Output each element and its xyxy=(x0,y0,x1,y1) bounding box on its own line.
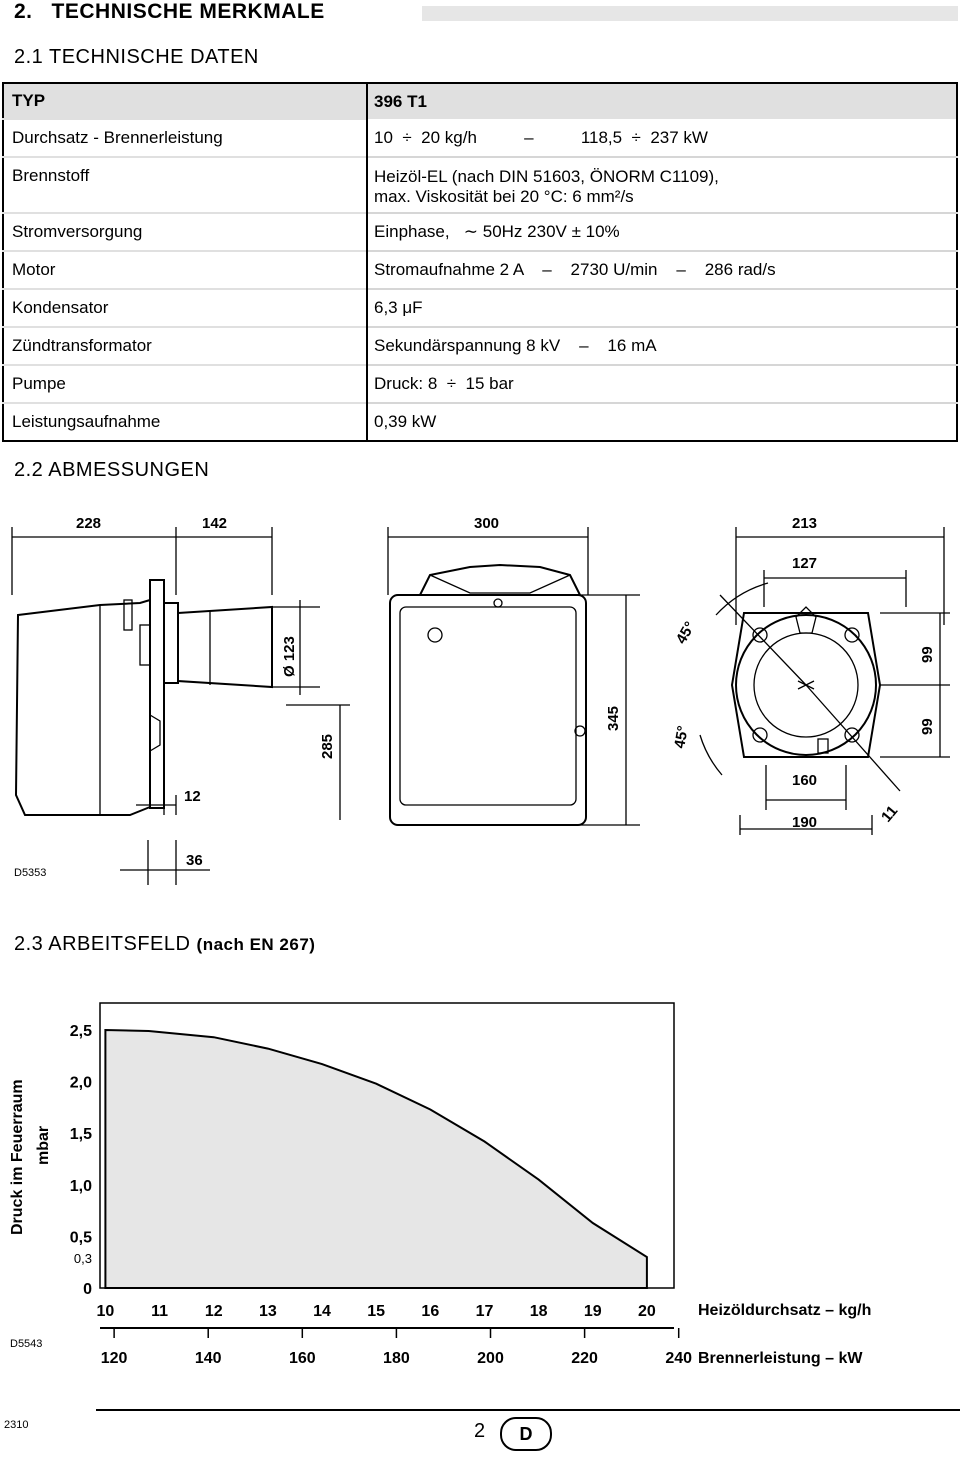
dim-label: Ø 123 xyxy=(281,636,298,677)
table-row: Stromversorgung Einphase, ∼ 50Hz 230V ± 10% xyxy=(3,213,957,251)
work-field-chart xyxy=(0,995,960,1395)
x-tick-label: 12 xyxy=(204,1303,223,1320)
x2-axis-label: Brennerleistung – kW xyxy=(698,1350,863,1367)
dim-label: 228 xyxy=(76,515,102,532)
y-axis-unit: mbar xyxy=(35,1125,52,1165)
x-tick-label: 17 xyxy=(475,1303,494,1320)
title-bar-decoration xyxy=(422,6,958,21)
dim-label: 213 xyxy=(792,515,818,532)
dim-label: 99 xyxy=(919,646,936,663)
page-number: 2 xyxy=(474,1420,486,1442)
dim-label: 160 xyxy=(792,772,818,789)
x-tick-label: 11 xyxy=(151,1303,169,1320)
dimensions-title: 2.2 ABMESSUNGEN xyxy=(14,459,210,481)
work-field-title: 2.3 ARBEITSFELD (nach EN 267) xyxy=(14,933,316,955)
drawing-code: D5353 xyxy=(14,867,47,879)
table-header-row xyxy=(3,83,957,119)
x2-tick-label: 140 xyxy=(194,1350,222,1367)
tech-data-title: 2.1 TECHNISCHE DATEN xyxy=(14,46,259,68)
header-label: TYP xyxy=(3,83,367,119)
table-row: Brennstoff Heizöl-EL (nach DIN 51603, ÖNORM C1109), max. Viskosität bei 20 °C: 6 mm²/s xyxy=(3,157,957,213)
x-tick-label: 10 xyxy=(96,1303,115,1320)
x2-tick-label: 120 xyxy=(100,1350,128,1367)
dim-label: 142 xyxy=(202,515,228,532)
x2-tick-label: 160 xyxy=(288,1350,316,1367)
table-row: Kondensator 6,3 μF xyxy=(3,289,957,327)
y-tick-label: 0,3 xyxy=(73,1251,92,1267)
y-tick-label: 2,5 xyxy=(69,1023,92,1040)
y-tick-label: 0,5 xyxy=(69,1229,92,1247)
x-tick-label: 20 xyxy=(638,1303,656,1320)
dim-label: 300 xyxy=(474,515,500,532)
dim-label: 45° xyxy=(672,618,699,647)
y-tick-label: 1,5 xyxy=(69,1126,92,1144)
dim-label: 285 xyxy=(319,733,336,759)
x2-tick-label: 240 xyxy=(665,1350,693,1367)
x-tick-label: 13 xyxy=(258,1303,277,1320)
y-tick-label: 0 xyxy=(83,1281,92,1298)
y-tick-label: 1,0 xyxy=(69,1177,92,1195)
x-tick-label: 15 xyxy=(367,1303,386,1320)
x-tick-label: 14 xyxy=(313,1303,331,1320)
section-title: 2. TECHNISCHE MERKMALE xyxy=(14,0,325,23)
x2-tick-label: 180 xyxy=(383,1350,410,1367)
table-row: Leistungsaufnahme 0,39 kW xyxy=(3,403,957,441)
footer-divider xyxy=(96,1409,960,1411)
dim-label: 127 xyxy=(792,555,818,572)
chart-code: D5543 xyxy=(10,1338,43,1350)
x-tick-label: 19 xyxy=(583,1303,602,1320)
x2-tick-label: 200 xyxy=(477,1350,504,1367)
table-row: Pumpe Druck: 8 ÷ 15 bar xyxy=(3,365,957,403)
footer-code: 2310 xyxy=(4,1419,29,1431)
table-row: Durchsatz - Brennerleistung 10 ÷ 20 kg/h – 118,5 ÷ 237 kW xyxy=(3,119,957,157)
x2-tick-label: 220 xyxy=(571,1350,598,1367)
x-axis-label: Heizöldurchsatz – kg/h xyxy=(698,1302,872,1319)
dim-label: 345 xyxy=(605,705,622,731)
table-row: Motor Stromaufnahme 2 A – 2730 U/min – 286 rad/s xyxy=(3,251,957,289)
dim-label: 36 xyxy=(186,852,203,869)
dim-label: 45° xyxy=(671,724,692,750)
y-axis-label: Druck im Feuerraum xyxy=(9,1079,26,1235)
header-value: 396 T1 xyxy=(367,83,957,119)
tech-data-table xyxy=(2,82,958,442)
dim-label: 11 xyxy=(878,802,902,826)
table-row: Zündtransformator Sekundärspannung 8 kV – 16 mA xyxy=(3,327,957,365)
dim-label: 12 xyxy=(184,788,201,805)
dim-label: 190 xyxy=(792,814,818,831)
y-tick-label: 2,0 xyxy=(69,1074,92,1092)
language-badge: D xyxy=(500,1417,552,1451)
x-tick-label: 18 xyxy=(529,1303,548,1320)
dimension-drawing xyxy=(0,495,960,890)
x-tick-label: 16 xyxy=(421,1303,440,1320)
dim-label: 99 xyxy=(919,718,936,735)
